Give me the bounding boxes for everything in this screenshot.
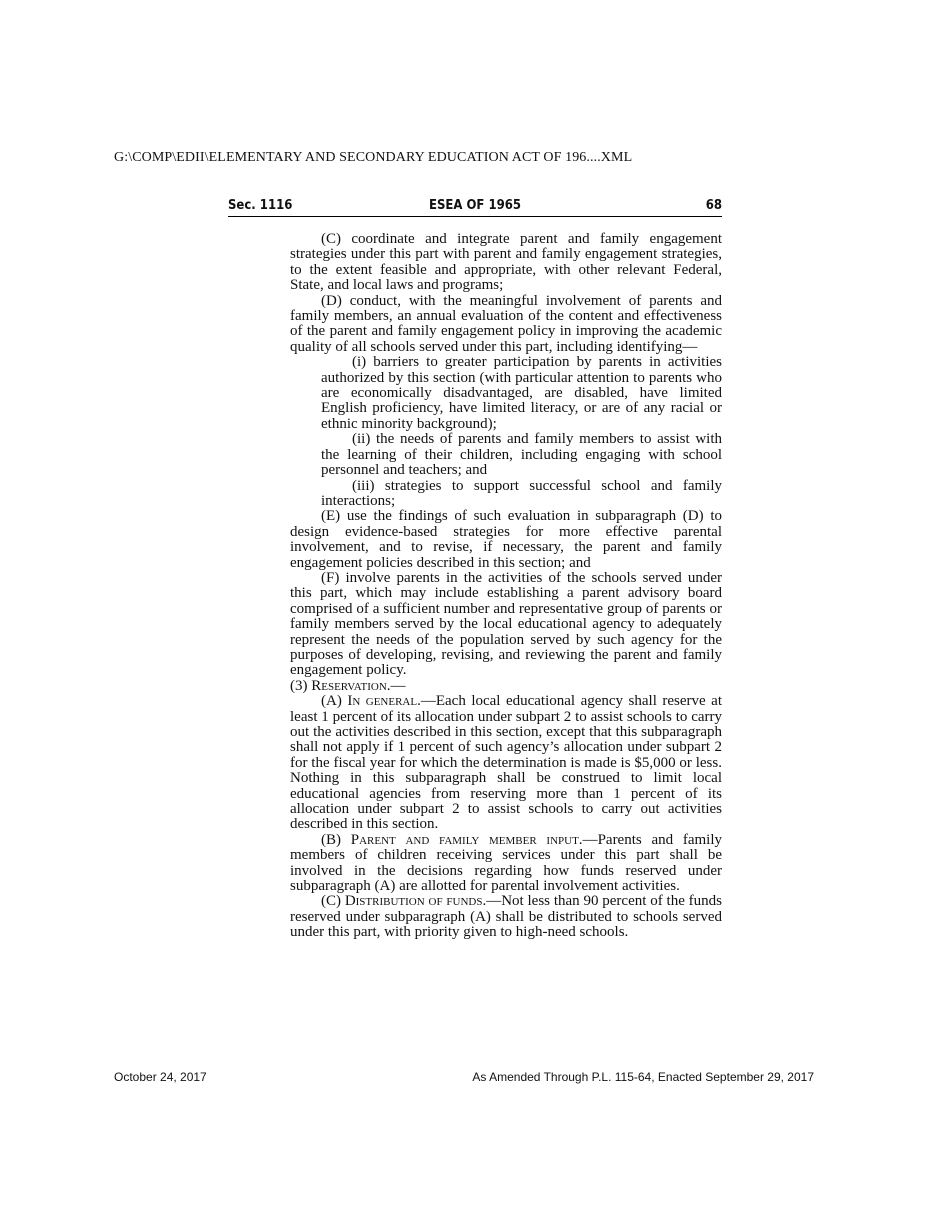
reservation-a-number: (A) <box>321 693 342 710</box>
subparagraph-f: (F) involve parents in the activities of the schools served under this part, which may include establishing a parent advisory board comprised of a sufficient number and representative group of parents or family members served by the local educational agency to adequately represent the needs of the population served by such agency for the purposes of developing, revising, and reviewing the parent and family engagement policy. <box>290 569 722 679</box>
running-head <box>228 198 722 217</box>
reservation-a-text: Each local educational agency shall reserve at least 1 percent of its allocation under subpart 2 to assist schools to carry out the activities described in this section, except that this subparagraph shall not apply if 1 percent of such agency’s allocation under subpart 2 for the fiscal year for which the determination is made is $5,000 or less. Nothing in this subparagraph shall be construed to limit local educational agencies from reserving more than 1 percent of its allocation under subpart 2 to assist schools to carry out activities described in this section. <box>290 693 722 833</box>
act-title: ESEA OF 1965 <box>428 198 522 213</box>
section-label: Sec. 1116 <box>228 198 293 213</box>
subparagraph-d: (D) conduct, with the meaningful involvement of parents and family members, an annual evaluation of the content and effectiveness of the parent and family engagement policy in improving the academic quality of all schools served under this part, including identifying— <box>290 292 722 355</box>
reservation-subparagraph-b <box>290 833 722 895</box>
reservation-c-heading: Distribution of funds.— <box>344 893 502 910</box>
clause-d-iii: (iii) strategies to support successful school and family interactions; <box>321 477 722 509</box>
reservation-b-number: (B) <box>321 831 341 848</box>
reservation-subparagraph-a <box>290 694 722 833</box>
reservation-a-heading: In general.— <box>347 693 436 710</box>
file-path: G:\COMP\EDII\ELEMENTARY AND SECONDARY EDUCATION ACT OF 196....XML <box>114 150 633 165</box>
reservation-number: (3) <box>290 677 308 694</box>
footer-amendment-note: As Amended Through P.L. 115-64, Enacted September 29, 2017 <box>472 1070 814 1084</box>
clause-d-i: (i) barriers to greater participation by parents in activities authorized by this section (with particular attention to parents who are economically disadvantaged, are disabled, have limited English proficiency, have limited literacy, or are of any racial or ethnic minority background); <box>321 354 722 432</box>
reservation-subparagraph-c <box>290 894 722 940</box>
reservation-b-heading: Parent and family member input.— <box>350 831 598 848</box>
subparagraph-c: (C) coordinate and integrate parent and family engagement strategies under this part with parent and family engagement strategies, to the extent feasible and appropriate, with other relevant Federal, State, and local laws and programs; <box>290 231 722 294</box>
page-number: 68 <box>705 198 722 213</box>
subparagraph-e: (E) use the findings of such evaluation in subparagraph (D) to design evidence-based strategies for more effective parental involvement, and to revise, if necessary, the parent and family engagement policies described in this section; and <box>290 508 722 571</box>
clause-d-ii: (ii) the needs of parents and family members to assist with the learning of their children, including engaging with school personnel and teachers; and <box>321 431 722 479</box>
reservation-b-text: Parents and family members of children receiving services under this part shall be involved in the decisions regarding how funds reserved under subparagraph (A) are allotted for parental involvement activities. <box>290 831 722 895</box>
paragraph-reservation <box>290 679 722 694</box>
reservation-c-text: Not less than 90 percent of the funds reserved under subparagraph (A) shall be distributed to schools served under this part, with priority given to high-need schools. <box>290 893 722 941</box>
reservation-heading: Reservation.— <box>311 677 406 694</box>
statute-text <box>290 232 722 941</box>
reservation-c-number: (C) <box>321 893 341 910</box>
footer-date: October 24, 2017 <box>114 1070 207 1084</box>
